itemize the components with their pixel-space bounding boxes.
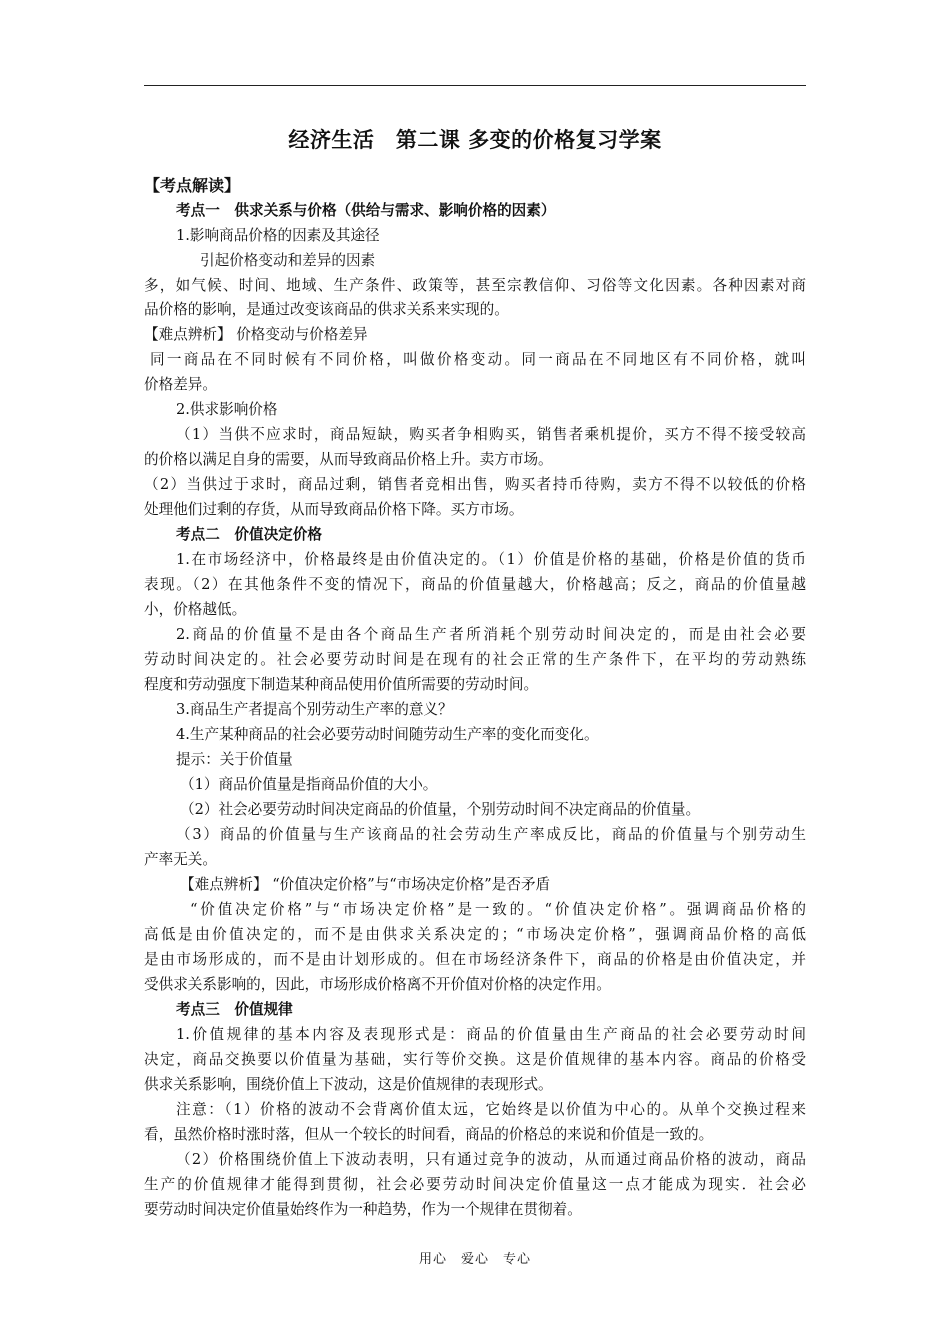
text-line: 注意：（1）价格的波动不会背离价值太远，它始终是以价值为中心的。从单个交换过程来 xyxy=(176,1101,806,1118)
text-line: 看，虽然价格时涨时落，但从一个较长的时间看，商品的价格总的来说和价值是一致的。 xyxy=(144,1126,714,1143)
text-line: 劳动时间决定的。社会必要劳动时间是在现有的社会正常的生产条件下，在平均的劳动熟练 xyxy=(144,651,806,668)
text-line: 1.影响商品价格的因素及其途径 xyxy=(176,227,380,244)
text-line: 考点三 价值规律 xyxy=(176,1001,293,1018)
text-line: （1）商品价值量是指商品价值的大小。 xyxy=(180,776,438,793)
text-line: 价格差异。 xyxy=(144,376,217,393)
text-line: 受供求关系影响的，因此，市场形成价格离不开价值对价格的决定作用。 xyxy=(144,976,612,993)
text-line: 【难点辨析】 “价值决定价格”与“市场决定价格”是否矛盾 xyxy=(180,876,551,893)
text-line: 1.价值规律的基本内容及表现形式是：商品的价值量由生产商品的社会必要劳动时间 xyxy=(176,1026,806,1043)
text-line: 供求关系影响，围绕价值上下波动，这是价值规律的表现形式。 xyxy=(144,1076,553,1093)
text-line: 考点一 供求关系与价格（供给与需求、影响价格的因素） xyxy=(176,202,556,219)
text-line: 2.供求影响价格 xyxy=(176,401,278,418)
text-line: 的价格以满足自身的需要，从而导致商品价格上升。卖方市场。 xyxy=(144,451,553,468)
text-line: 生产的价值规律才能得到贯彻，社会必要劳动时间决定价值量这一点才能成为现实．社会必 xyxy=(144,1176,806,1193)
text-line: 多，如气候、时间、地域、生产条件、政策等，甚至宗教信仰、习俗等文化因素。各种因素对商 xyxy=(144,277,806,294)
text-line: 1.在市场经济中，价格最终是由价值决定的。（1）价值是价格的基础，价格是价值的货币 xyxy=(176,551,806,568)
text-line: “价值决定价格”与“市场决定价格”是一致的。“价值决定价格”。强调商品价格的 xyxy=(190,901,806,918)
text-line: 同一商品在不同时候有不同价格，叫做价格变动。同一商品在不同地区有不同价格，就叫 xyxy=(150,351,806,368)
page-footer: 用心 爱心 专心 xyxy=(418,1252,531,1267)
text-line: （2）价格围绕价值上下波动表明，只有通过竞争的波动，从而通过商品价格的波动，商品 xyxy=(176,1151,806,1168)
text-line: 3.商品生产者提高个别劳动生产率的意义？ xyxy=(176,701,453,718)
text-line: 程度和劳动强度下制造某种商品使用价值所需要的劳动时间。 xyxy=(144,676,539,693)
text-line: 决定，商品交换要以价值量为基础，实行等价交换。这是价值规律的基本内容。商品的价格受 xyxy=(144,1051,806,1068)
text-line: 【考点解读】 xyxy=(144,176,241,195)
text-line: 要劳动时间决定价值量始终作为一种趋势，作为一个规律在贯彻着。 xyxy=(144,1201,582,1218)
text-line: 品价格的影响，是通过改变该商品的供求关系来实现的。 xyxy=(144,301,509,318)
text-line: （3）商品的价值量与生产该商品的社会劳动生产率成反比，商品的价值量与个别劳动生 xyxy=(176,826,806,843)
text-line: 引起价格变动和差异的因素 xyxy=(200,252,376,269)
text-line: 考点二 价值决定价格 xyxy=(176,526,322,543)
text-line: （1）当供不应求时，商品短缺，购买者争相购买，销售者乘机提价，买方不得不接受较高 xyxy=(176,426,806,443)
text-line: 是由市场形成的，而不是由计划形成的。但在市场经济条件下，商品的价格是由价值决定，并 xyxy=(144,951,806,968)
text-line: 提示：关于价值量 xyxy=(176,751,293,768)
text-line: （2）当供过于求时，商品过剩，销售者竞相出售，购买者持币待购，卖方不得不以较低的价格 xyxy=(144,476,806,493)
text-line: 高低是由价值决定的，而不是由供求关系决定的；“市场决定价格”，强调商品价格的高低 xyxy=(144,926,806,943)
header-rule xyxy=(144,85,806,86)
text-line: 表现。（2）在其他条件不变的情况下，商品的价值量越大，价格越高；反之，商品的价值量越 xyxy=(144,576,806,593)
text-line: 产率无关。 xyxy=(144,851,217,868)
text-line: 【难点辨析】 价格变动与价格差异 xyxy=(144,326,368,343)
text-line: 2.商品的价值量不是由各个商品生产者所消耗个别劳动时间决定的，而是由社会必要 xyxy=(176,626,806,643)
page-title: 经济生活 第二课 多变的价格复习学案 xyxy=(288,128,662,152)
text-line: 处理他们过剩的存货，从而导致商品价格下降。买方市场。 xyxy=(144,501,524,518)
text-line: 小，价格越低。 xyxy=(144,601,247,618)
text-line: 4.生产某种商品的社会必要劳动时间随劳动生产率的变化而变化。 xyxy=(176,726,599,743)
text-line: （2）社会必要劳动时间决定商品的价值量，个别劳动时间不决定商品的价值量。 xyxy=(180,801,701,818)
